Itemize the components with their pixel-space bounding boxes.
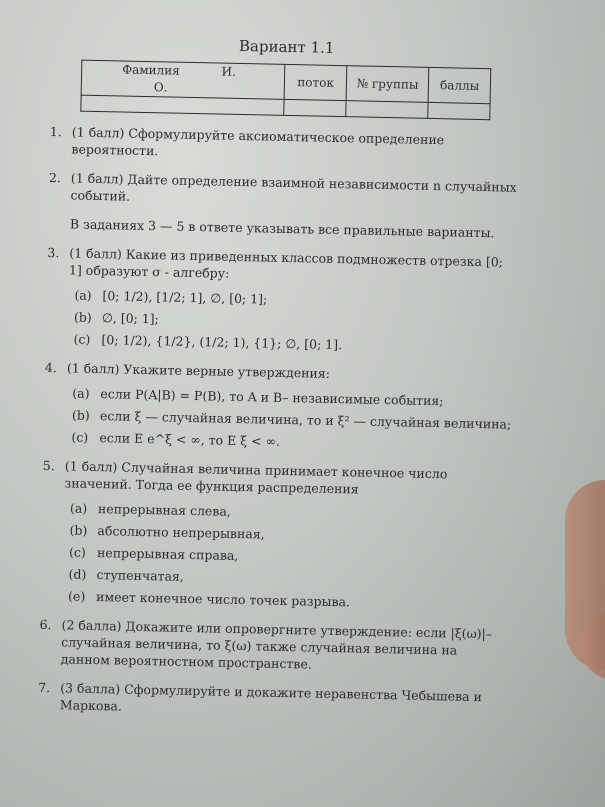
question-7: 7. (3 балла) Сформулируйте и докажите неравенства Чебышева и Маркова. (38, 679, 483, 714)
question-1: 1. (1 балл) Сформулируйте аксиоматическое определение вероятности. (49, 123, 445, 159)
option: (d) ступенчатая, (68, 566, 185, 584)
option: (a) непрерывная слева, (69, 500, 232, 519)
option: (b) если ξ — случайная величина, то и ξ² — случайная величина; (71, 407, 512, 432)
option: (a) если P(A|B) = P(B), то A и B– независимые события; (72, 385, 444, 409)
option: (e) имеет конечное число точек разрыва. (67, 588, 351, 610)
option: (c) [0; 1/2), {1/2}, (1/2; 1), {1}; ∅, [0; 1]. (73, 331, 343, 353)
exam-content (38, 30, 522, 723)
col-group: № группы (346, 66, 429, 103)
question-4-options (71, 385, 514, 455)
option: (b) ∅, [0; 1]; (73, 309, 160, 327)
question-3-options (73, 287, 516, 357)
question-2: 2. (1 балл) Дайте определение взаимной независимости n случайных событий. (48, 169, 517, 204)
question-4: 4. (1 балл) Укажите верные утверждения: (44, 359, 331, 381)
col-score: баллы (428, 67, 490, 103)
question-6: 6. (2 балла) Докажите или опровергните утверждение: если |ξ(ω)|– случайная величина, то ξ(ω) также случайная величина на данном вероятностном пространстве. (39, 616, 493, 672)
option: (c) непрерывная справа, (68, 544, 239, 564)
question-5-options (68, 499, 512, 613)
col-surname: Фамилия И. О. (81, 60, 285, 99)
surname-cell[interactable] (81, 95, 285, 115)
student-info-table (80, 60, 491, 121)
answer-note: В заданиях 3 — 5 в ответе указывать все правильные варианты. (69, 216, 495, 241)
option: (b) абсолютно непрерывная, (69, 522, 265, 542)
variant-title: Вариант 1.1 (238, 36, 335, 57)
score-cell[interactable] (428, 102, 490, 119)
question-5: 5. (1 балл) Случайная величина принимает конечное число значений. Тогда ее функция распределения (42, 457, 448, 497)
stream-cell[interactable] (284, 99, 346, 116)
option: (c) если E e^ξ < ∞, то E ξ < ∞. (71, 429, 281, 449)
group-cell[interactable] (346, 101, 429, 119)
col-stream: поток (285, 64, 347, 100)
option: (a) [0; 1/2), [1/2; 1], ∅, [0; 1]; (74, 287, 268, 307)
question-3: 3. (1 балл) Какие из приведенных классов подмножеств отрезка [0; 1] образуют σ - алгебру: (47, 244, 504, 281)
